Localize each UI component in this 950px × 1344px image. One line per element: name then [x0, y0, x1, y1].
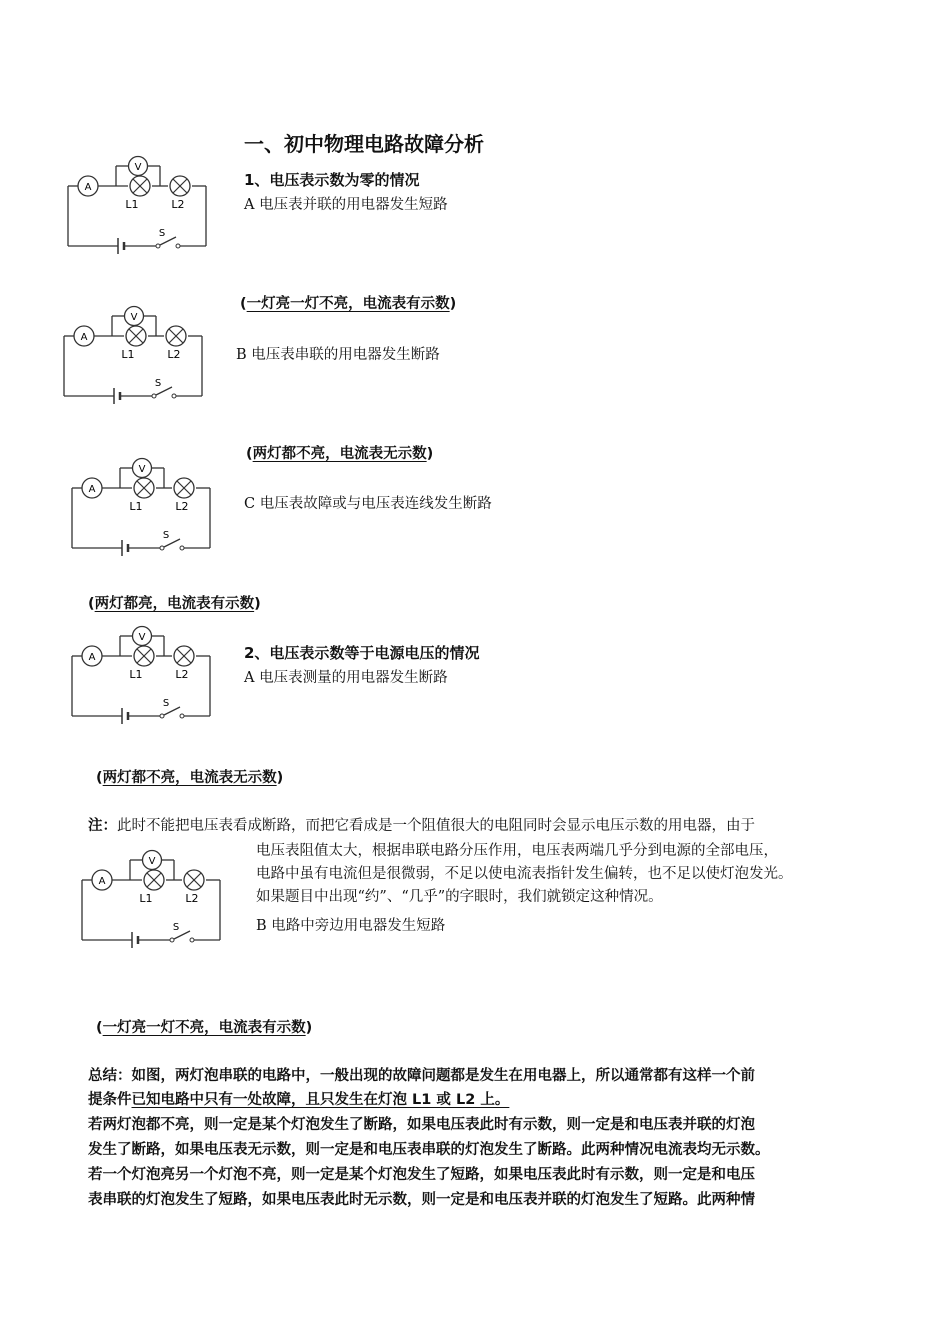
lamp2-label: L2	[185, 892, 199, 905]
ammeter-label: A	[84, 182, 92, 193]
voltmeter-label: V	[134, 162, 142, 173]
circuit-diagram-1	[68, 156, 213, 256]
switch-label: S	[158, 228, 166, 239]
switch-label: S	[162, 698, 170, 709]
lamp1-label: L1	[129, 668, 143, 681]
summary-line-6: 表串联的灯泡发生了短路，如果电压表此时无示数，则一定是和电压表并联的灯泡发生了短路。此两种情	[88, 1192, 755, 1208]
circuit-diagram-3	[72, 458, 217, 558]
switch-label: S	[172, 922, 180, 933]
page-title: 一、初中物理电路故障分析	[244, 132, 484, 156]
section1-case-b-condition: (两灯都不亮，电流表无示数)	[246, 446, 434, 462]
section1-case-c-condition: (两灯都亮，电流表有示数)	[88, 596, 261, 612]
note-line-4: 如果题目中出现“约”、“几乎”的字眼时，我们就锁定这种情况。	[256, 889, 663, 905]
section1-case-c: C 电压表故障或与电压表连线发生断路	[244, 496, 492, 512]
section2-case-a-condition: (两灯都不亮，电流表无示数)	[96, 770, 284, 786]
lamp2-label: L2	[175, 668, 189, 681]
note-label: 注：	[88, 818, 117, 834]
circuit-diagram-2	[64, 306, 209, 406]
section2-case-a: A 电压表测量的用电器发生断路	[244, 670, 448, 686]
voltmeter-label: V	[130, 312, 138, 323]
note-line-2: 电压表阻值太大，根据串联电路分压作用，电压表两端几乎分到电源的全部电压，	[256, 843, 778, 859]
ammeter-label: A	[98, 876, 106, 887]
ammeter-label: A	[80, 332, 88, 343]
summary-line-5: 若一个灯泡亮另一个灯泡不亮，则一定是某个灯泡发生了短路，如果电压表此时有示数，则一定是和电压	[88, 1167, 755, 1183]
lamp1-label: L1	[129, 500, 143, 513]
section2-heading: 2、电压表示数等于电源电压的情况	[244, 644, 480, 662]
section1-case-a-condition: (一灯亮一灯不亮，电流表有示数)	[240, 296, 457, 312]
lamp1-label: L1	[121, 348, 135, 361]
section1-heading: 1、电压表示数为零的情况	[244, 171, 420, 189]
note-line-1: 注：此时不能把电压表看成断路，而把它看成是一个阻值很大的电阻同时会显示电压示数的用电器，由于	[88, 818, 755, 834]
section2-case-b: B 电路中旁边用电器发生短路	[256, 918, 446, 934]
circuit-diagram-4	[72, 626, 217, 726]
summary-line-1: 总结：如图，两灯泡串联的电路中，一般出现的故障问题都是发生在用电器上，所以通常都有这样一个前	[88, 1068, 755, 1084]
section1-case-a: A 电压表并联的用电器发生短路	[244, 197, 448, 213]
voltmeter-label: V	[138, 464, 146, 475]
lamp1-label: L1	[139, 892, 153, 905]
section2-case-b-condition: (一灯亮一灯不亮，电流表有示数)	[96, 1020, 313, 1036]
summary-line-4: 发生了断路，如果电压表无示数，则一定是和电压表串联的灯泡发生了断路。此两种情况电流表均无示数。	[88, 1142, 770, 1158]
switch-label: S	[154, 378, 162, 389]
voltmeter-label: V	[148, 856, 156, 867]
lamp2-label: L2	[171, 198, 185, 211]
ammeter-label: A	[88, 652, 96, 663]
circuit-diagram-5	[82, 850, 227, 950]
lamp2-label: L2	[167, 348, 181, 361]
lamp1-label: L1	[125, 198, 139, 211]
lamp2-label: L2	[175, 500, 189, 513]
summary-line-3: 若两灯泡都不亮，则一定是某个灯泡发生了断路，如果电压表此时有示数，则一定是和电压表并联的灯泡	[88, 1117, 755, 1133]
section1-case-b: B 电压表串联的用电器发生断路	[236, 347, 440, 363]
voltmeter-label: V	[138, 632, 146, 643]
ammeter-label: A	[88, 484, 96, 495]
summary-line-2: 提条件已知电路中只有一处故障，且只发生在灯泡 L1 或 L2 上。	[88, 1092, 510, 1108]
switch-label: S	[162, 530, 170, 541]
note-line-3: 电路中虽有电流但是很微弱，不足以使电流表指针发生偏转，也不足以使灯泡发光。	[256, 866, 793, 882]
